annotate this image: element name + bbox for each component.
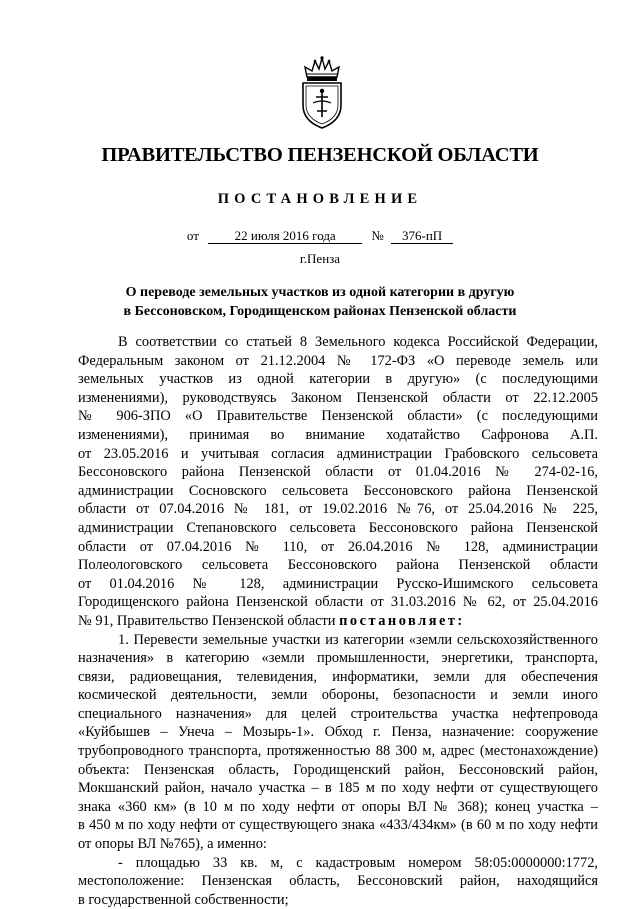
document-subject [0,283,640,321]
government-title: ПРАВИТЕЛЬСТВО ПЕНЗЕНСКОЙ ОБЛАСТИ [101,144,539,166]
body-line: - площадью 33 кв. м, с кадастровым номером 58:05:0000000:1772, [118,854,598,871]
body-line: Мокшанский район, начало участка – в 185 м по ходу нефти от существующего [78,780,598,797]
body-line: от 23.05.2016 и учитывая согласия администрации Грабовского сельсовета [78,445,598,462]
resolves-word: постановляет: [339,612,465,629]
subject-line: в Бессоновском, Городищенском районах Пензенской области [123,304,517,319]
body-line: земельных участков из одной категории в другую» (с последующими [78,371,598,388]
city: г.Пенза [299,251,341,266]
date-number-line [0,228,640,244]
body-line: объекта: Пензенская область, Городищенский район, Бессоновский район, [78,761,598,778]
body-line: от опоры ВЛ №765), а именно: [78,836,267,853]
document-body [78,333,598,909]
number-prefix: № [371,228,384,243]
body-line: космической деятельности, земли обороны, безопасности и земли иного [78,687,598,704]
body-line [78,612,598,631]
body-line: области от 07.04.2016 № 181, от 19.02.2016 №76, от 25.04.2016 № 225, [78,501,598,518]
body-line: администрации Сосновского сельсовета Бессоновского района Пензенской [78,482,598,499]
body-line: в 450 м по ходу нефти от существующего знака «433/434км» (в 60 м по ходу нефти [78,817,598,834]
body-line: от 01.04.2016 № 128, администрации Русско-Ишимского сельсовета [78,575,598,592]
body-line: назначения» в категорию «земли промышленности, энергетики, транспорта, [78,650,598,667]
body-line: знака «360 км» (в 10 м по ходу нефти от опоры ВЛ № 368); конец участка – [78,798,598,815]
body-line: администрации Степановского сельсовета Бессоновского района Пензенской [78,519,598,536]
date-prefix: от [186,228,199,243]
body-line: связи, радиовещания, телевидения, информатики, земли для обеспечения [78,668,598,685]
subject-line: О переводе земельных участков из одной категории в другую [125,285,515,300]
document-number: 376-пП [391,228,453,244]
penza-coat-of-arms-icon [297,55,347,130]
body-line: Бессоновского района Пензенской области от 01.04.2016 № 274-02-16, [78,464,598,481]
body-line: в государственной собственности; [78,891,289,908]
document-date: 22 июля 2016 года [208,228,362,244]
body-line: В соответствии со статьей 8 Земельного кодекса Российской Федерации, [118,334,598,350]
body-line: «Куйбышев – Унеча – Мозырь-1». Обход г. Пенза, назначение: сооружение [78,724,598,741]
body-line: 1. Перевести земельные участки из категории «земли сельскохозяйственного [118,631,598,648]
document-type: ПОСТАНОВЛЕНИЕ [217,191,423,207]
body-line: Полеологовского сельсовета Бессоновского района Пензенской области [78,557,598,574]
body-line: специального назначения» для целей строительства участка нефтепровода [78,705,598,722]
body-line: области от 07.04.2016 № 110, от 26.04.2016 № 128, администрации [78,538,598,555]
body-line: местоположение: Пензенская область, Бессоновский район, находящийся [78,873,598,890]
body-line: изменениями), руководствуясь Законом Пензенской области от 22.12.2005 [78,389,598,406]
preamble-last: № 91, Правительство Пензенской области [78,612,336,629]
body-line: № 906-ЗПО «О Правительстве Пензенской области» (с последующими [78,408,598,425]
body-line: изменениями), принимая во внимание ходатайство Сафронова А.П. [78,426,598,443]
body-line: Федеральным законом от 21.12.2004 № 172-ФЗ «О переводе земель или [78,352,598,369]
body-line: Городищенского района Пензенской области от 31.03.2016 № 62, от 25.04.2016 [78,594,598,611]
body-line: трубопроводного транспорта, протяженностью 88 300 м, адрес (местонахождение) [78,743,598,760]
